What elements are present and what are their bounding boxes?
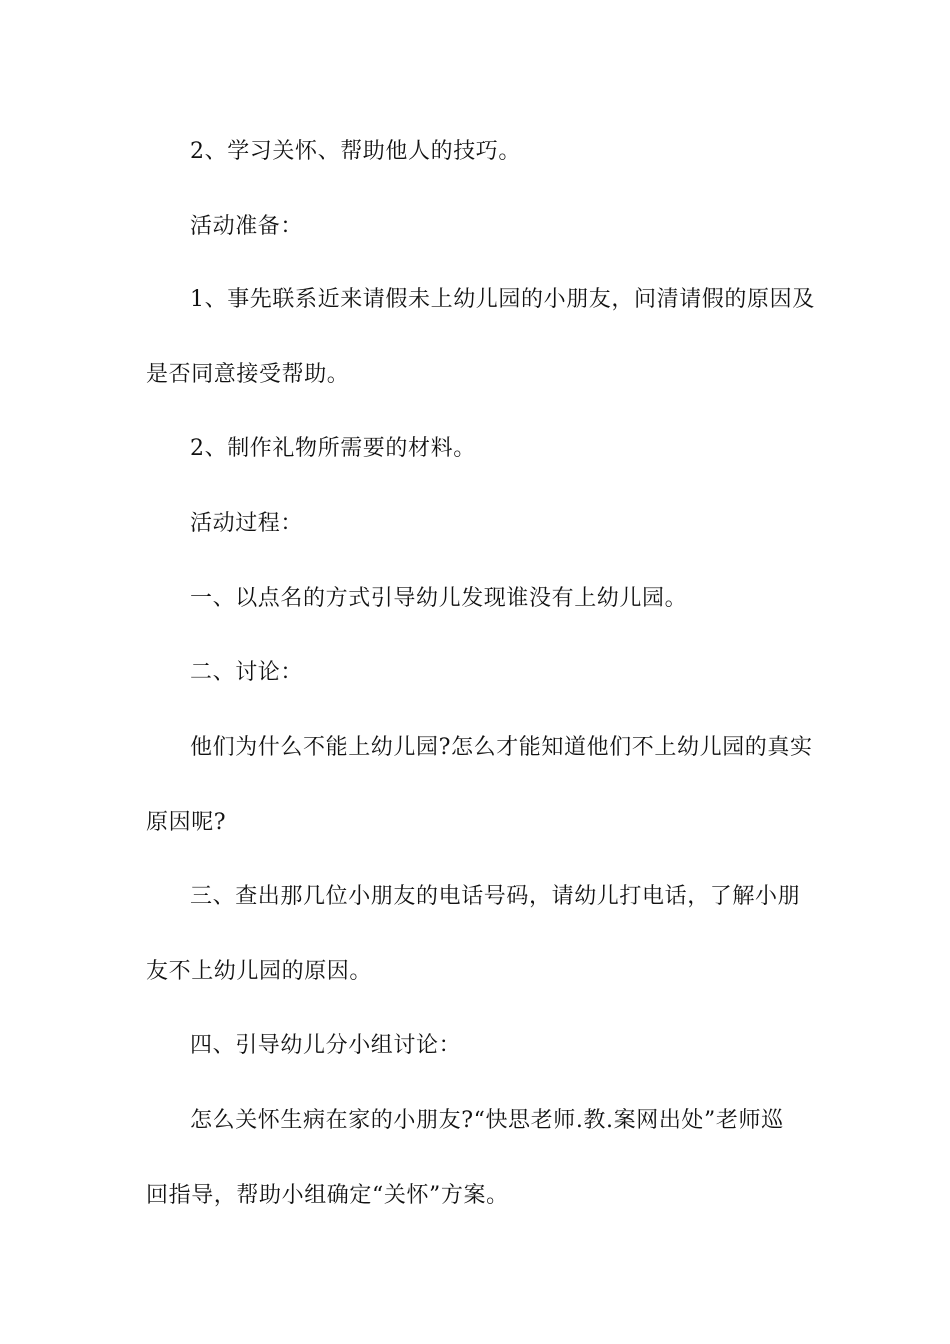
paragraph-step-3-line-1: 三、查出那几位小朋友的电话号码，请幼儿打电话，了解小朋 — [190, 884, 801, 909]
paragraph-prep-1-line-1: 1、事先联系近来请假未上幼儿园的小朋友，问清请假的原因及 — [190, 287, 815, 312]
heading-process: 活动过程： — [190, 511, 304, 536]
paragraph-question-line-1: 他们为什么不能上幼儿园?怎么才能知道他们不上幼儿园的真实 — [190, 735, 813, 760]
paragraph-care-line-2: 回指导，帮助小组确定“关怀”方案。 — [146, 1183, 509, 1208]
heading-preparation: 活动准备： — [190, 214, 304, 239]
paragraph-step-4: 四、引导幼儿分小组讨论： — [190, 1033, 462, 1058]
paragraph-goal-2: 2、学习关怀、帮助他人的技巧。 — [190, 139, 521, 164]
paragraph-prep-1-line-2: 是否同意接受帮助。 — [146, 362, 350, 387]
paragraph-step-1: 一、以点名的方式引导幼儿发现谁没有上幼儿园。 — [190, 586, 688, 611]
paragraph-question-line-2: 原因呢? — [146, 810, 227, 835]
paragraph-care-line-1: 怎么关怀生病在家的小朋友?“快思老师.教.案网出处”老师巡 — [190, 1108, 784, 1133]
paragraph-prep-2: 2、制作礼物所需要的材料。 — [190, 436, 476, 461]
paragraph-step-2: 二、讨论： — [190, 660, 304, 685]
paragraph-step-3-line-2: 友不上幼儿园的原因。 — [146, 959, 373, 984]
